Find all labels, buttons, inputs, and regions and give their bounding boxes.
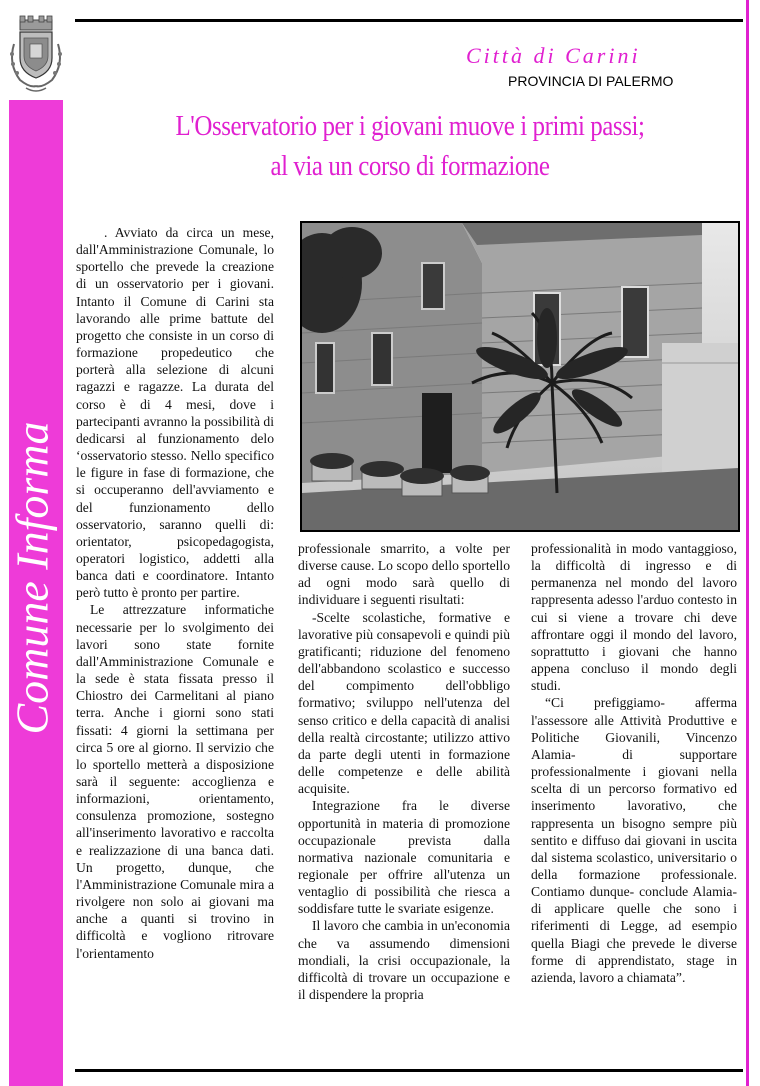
paragraph: -Scelte scolastiche, formative e lavorative più consapevoli e quindi più gratificanti; riduzione del fenomeno dell'abbandono scolastico e successo del compimento dell'obbligo formativo; sviluppo nell'utenza del senso critico e della capacità di analisi della realtà circostante; utilizzo attivo da parte degli utenti in formazione delle competenze e delle abilità acquisite. — [298, 609, 510, 797]
paragraph: Le attrezzature informatiche necessarie per lo svolgimento dei lavori sono state fornite dall'Amministrazione Comunale e la sede è stata fissata presso il Chiostro dei Carmelitani al piano terra. Anche i giorni sono stati fissati: 4 giorni la settimana per circa 5 ore al giorno. Il servizio che lo sportello metterà a disposizione sarà il seguente: accoglienza e informazioni, orientamento, consulenza promozione, sostegno all'inserimento lavorativo e raccolta e realizzazione di una banca dati. Un progetto, dunque, che l'Amministrazione Comunale mira a rivolgere non solo ai giovani ma anche a quanti si trovino in difficoltà e vogliono ritrovare l'orientamento — [76, 602, 274, 961]
paragraph: professionale smarrito, a volte per diverse cause. Lo scopo dello sportello ad ogni modo sarà quello di individuare i seguenti risultati: — [298, 541, 510, 608]
article-column-2 — [298, 540, 510, 1003]
bottom-divider — [75, 1069, 743, 1072]
paragraph: Integrazione fra le diverse opportunità in materia di promozione occupazionale prevista dalla normativa nazionale comunitaria e regionale per offrire all'utenza un ventaglio di possibilità che riesca a soddisfare tutte le svariate esigenze. — [298, 798, 510, 917]
top-divider — [75, 19, 743, 22]
province-name: PROVINCIA DI PALERMO — [508, 73, 674, 89]
right-border-rule — [746, 0, 749, 1086]
paragraph: . Avviato da circa un mese, dall'Amministrazione Comunale, lo sportello che prevede la creazione di un osservatorio per i giovani. Intanto il Comune di Carini sta lavorando alle prime battute del progetto che consiste in un corso di formazione propedeutico che porterà alla selezione di alcuni ragazzi e ragazze. La durata del corso è di 4 mesi, dove i partecipanti avranno la possibilità di dedicarsi al funzionamento delo ‘osservatorio stesso. Nello specifico le figure in fase di formazione, che si occuperanno dell'avviamento e del funzionamento dello osservatorio, saranno quelli di: orientator, psicopedagogista, operatori logistico, addetti alla banca dati e coordinatore. Intanto però tutto è pronto per partire. — [76, 225, 274, 601]
article-column-3 — [531, 540, 737, 986]
headline-line-2: al via un corso di formazione — [270, 150, 550, 182]
paragraph: professionalità in modo vantaggioso, la difficoltà di ingresso e di permanenza nel mondo del lavoro rappresenta adesso l'arduo contesto in cui si viene a trovare chi deve affrontare oggi il mondo del lavoro, soprattutto i giovani che hanno appena concluso il mondo degli studi. — [531, 541, 737, 694]
municipal-crest-icon — [6, 14, 66, 96]
paragraph: Il lavoro che cambia in un'economia che va assumendo dimensioni mondiali, la crisi occupazionale, la difficoltà di trovare un occupazione e il dispendere la propria — [298, 918, 510, 1003]
building-photo — [300, 221, 740, 532]
sidebar-title: Comune Informa — [6, 421, 58, 735]
article-column-1 — [76, 224, 274, 962]
headline-line-1: L'Osservatorio per i giovani muove i primi passi; — [175, 110, 645, 142]
city-name: Città di Carini — [466, 43, 641, 68]
paragraph: “Ci prefiggiamo- afferma l'assessore alle Attività Produttive e Politiche Giovanili, Vincenzo Alamia- di supportare professionalmente i giovani nella scelta di un percorso formativo ed inserimento lavorativo, che rappresenta un bisogno sempre più sentito e diffuso dai giovani in uscita dal sistema scolastico, universitario o della formazione professionale. Contiamo dunque- conclude Alamia- di applicare quelle che sono i riferimenti di Legge, ad esempio quella Biagi che prevede le diverse forme di apprendistato, stage in azienda, lavoro a chiamata”. — [531, 695, 737, 985]
